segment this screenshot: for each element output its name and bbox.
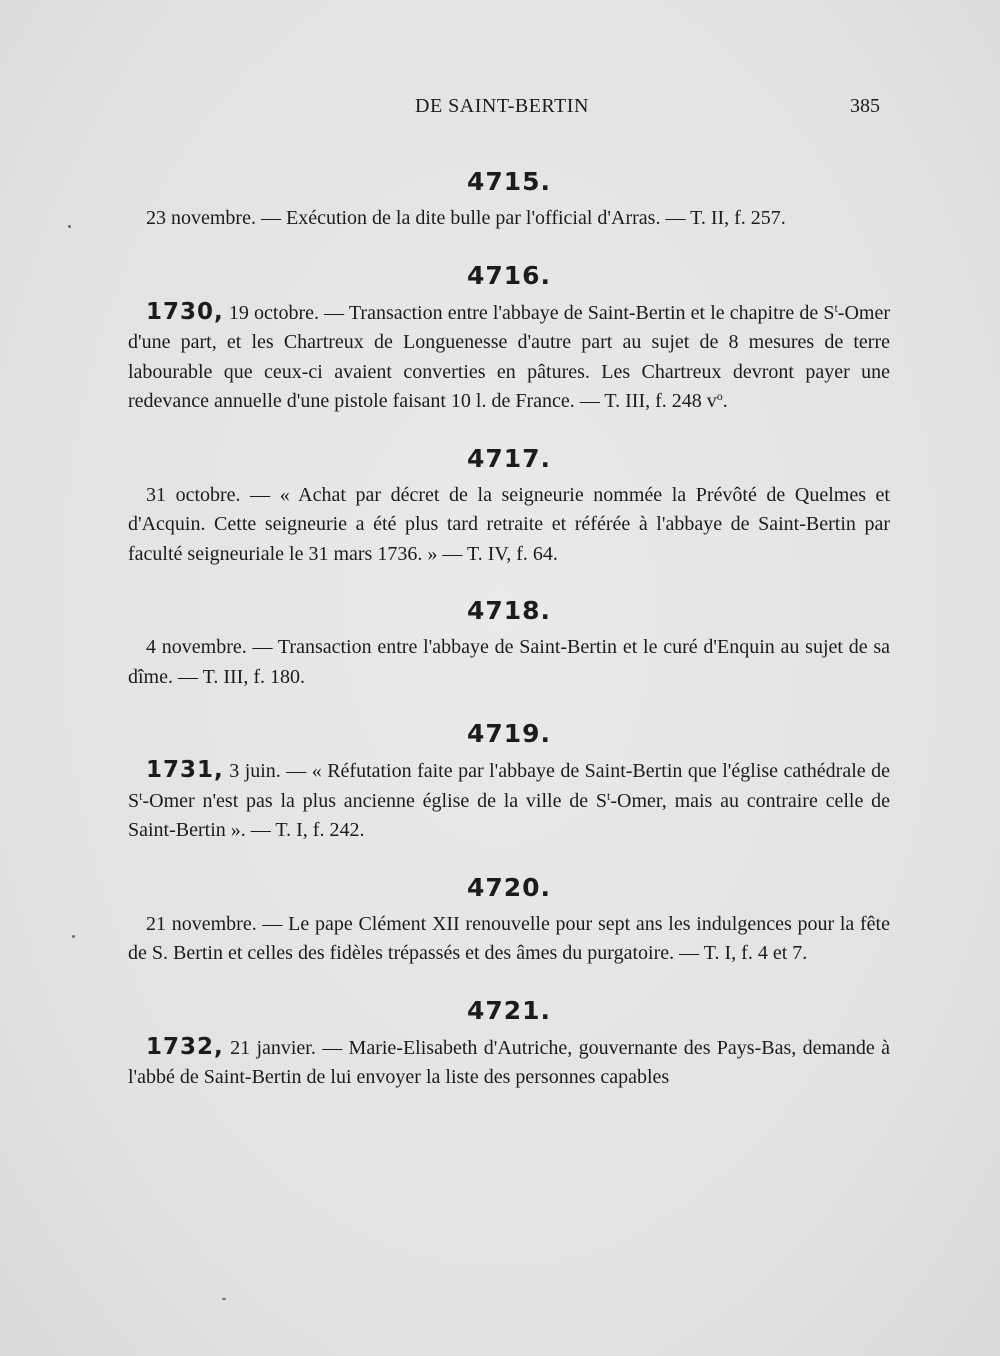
entry-body: .: [722, 390, 728, 412]
entry-text: [128, 633, 890, 692]
entry-body: -Omer d'une part, et les Chartreux de Longuenesse d'autre part au sujet de 8 mesures de terre labourable que ceux-ci avaient converties en pâtures. Les Chartreux devront payer une redevance annuelle d'une pistole faisant 10 l. de France. — T. III, f. 248 v: [128, 301, 890, 412]
entry-text: [128, 756, 890, 846]
entry-body: 3 juin. — « Réfutation faite par l'abbaye de Saint-Bertin que l'église cathédrale de S: [128, 760, 890, 812]
entry-body: -Omer n'est pas la plus ancienne église de la ville de S: [142, 789, 608, 812]
entry-text: [128, 481, 890, 570]
entry-body: -Omer, mais au contraire celle de Saint-Bertin ». — T. I, f. 242.: [128, 789, 891, 841]
entry-number: 4716.: [466, 260, 552, 290]
entry-text: [128, 1033, 890, 1093]
entry-number: 4720.: [466, 872, 552, 902]
superscript: t: [834, 300, 838, 315]
entry-year: 1732,: [146, 1033, 224, 1060]
entry-body: 21 janvier. — Marie-Elisabeth d'Autriche, gouvernante des Pays-Bas, demande à l'abbé de Saint-Bertin de lui envoyer la liste des personnes capables: [128, 1036, 890, 1088]
print-speck: [68, 225, 71, 228]
page-number: 385: [850, 95, 880, 117]
running-header: [0, 95, 1000, 125]
entry-body: 23 novembre. — Exécution de la dite bulle par l'official d'Arras. — T. II, f. 257.: [146, 207, 786, 229]
entry-number: 4719.: [466, 719, 552, 748]
main-text: [128, 160, 890, 1093]
entry-body: 21 novembre. — Le pape Clément XII renouvelle pour sept ans les indulgences pour la fête de S. Bertin et celles des fidèles trépassés et des âmes du purgatoire. — T. I, f. 4 et 7.: [128, 912, 890, 964]
superscript: o: [716, 389, 723, 403]
entry-text: [128, 910, 890, 969]
entry-year: 1730,: [146, 298, 224, 325]
entry-number: 4717.: [466, 443, 552, 473]
entry-number: 4715.: [466, 167, 552, 196]
superscript: t: [139, 788, 143, 803]
superscript: t: [607, 788, 611, 803]
entry-year: 1731,: [146, 757, 224, 783]
print-speck: [72, 935, 75, 938]
entry-body: 19 octobre. — Transaction entre l'abbaye de Saint-Bertin et le chapitre de S: [223, 301, 835, 324]
entry-number: 4721.: [466, 995, 552, 1025]
entry-text: [128, 204, 890, 234]
entry-body: 31 octobre. — « Achat par décret de la seigneurie nommée la Prévôté de Quelmes et d'Acquin. Cette seigneurie a été plus tard retraite et référée à l'abbaye de Saint-Bertin par faculté seigneuriale le 31 mars 1736. » — T. IV, f. 64.: [128, 483, 890, 565]
entry-text: [128, 298, 890, 417]
running-title: DE SAINT-BERTIN: [415, 95, 589, 117]
entry-body: 4 novembre. — Transaction entre l'abbaye de Saint-Bertin et le curé d'Enquin au sujet de sa dîme. — T. III, f. 180.: [128, 636, 890, 688]
entry-number: 4718.: [466, 596, 552, 625]
print-speck: [222, 1298, 226, 1300]
